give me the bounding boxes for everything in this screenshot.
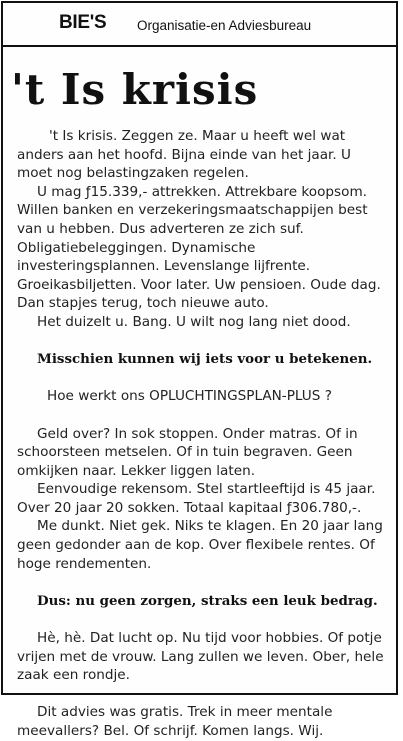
subheading-result: Dus: nu geen zorgen, straks een leuk bedrag. xyxy=(37,592,378,609)
paragraph-deductions: U mag ƒ15.339,- attrekken. Attrekbare koopsom. Willen banken en verzekeringsmaatschappijen best van u hebben. Dus adverteren ze zich suf. Obligatiebeleggingen. Dynamische investeringsplannen. Levenslange lijfrente. Groeikasbiljetten. Voor later. Uw pensioen. Oude dag. Dan stapjes terug, toch nieuwe auto. xyxy=(17,183,381,312)
plan-question: Hoe werkt ons OPLUCHTINGSPLAN-PLUS ? xyxy=(47,388,332,405)
advertisement xyxy=(1,1,398,739)
paragraph-relief: Hè, hè. Dat lucht op. Nu tijd voor hobbies. Of potje vrijen met de vrouw. Lang zullen we leven. Ober, hele zaak een rondje. xyxy=(17,630,384,684)
headline: 't Is krisis xyxy=(11,65,259,114)
article-body xyxy=(17,127,387,741)
paragraph-conclusion: Me dunkt. Niet gek. Niks te klagen. En 20 jaar lang geen gedonder aan de kop. Over flexibele rentes. Of hoge rendementen. xyxy=(17,518,383,572)
subheading-offer: Misschien kunnen wij iets voor u betekenen. xyxy=(37,351,373,368)
paragraph-intro: 't Is krisis. Zeggen ze. Maar u heeft wel wat anders aan het hoofd. Bijna einde van het jaar. U moet nog belastingzaken regelen. xyxy=(17,128,351,182)
paragraph-closing: Dit advies was gratis. Trek in meer mentale meevallers? Bel. Of schrijf. Komen langs. Wij. xyxy=(17,704,333,739)
brand-name: BIE'S xyxy=(59,12,107,33)
paragraph-fear: Het duizelt u. Bang. U wilt nog lang niet dood. xyxy=(37,313,351,330)
advert-header xyxy=(3,3,396,47)
paragraph-sock: Geld over? In sok stoppen. Onder matras. Of in schoorsteen metselen. Of in tuin begraven. Geen omkijken naar. Lekker liggen laten. xyxy=(17,425,358,479)
paragraph-calculation: Eenvoudige rekensom. Stel startleeftijd is 45 jaar. Over 20 jaar 20 sokken. Totaal kapitaal ƒ306.780,-. xyxy=(17,481,376,516)
brand-tagline: Organisatie-en Adviesbureau xyxy=(137,18,312,33)
